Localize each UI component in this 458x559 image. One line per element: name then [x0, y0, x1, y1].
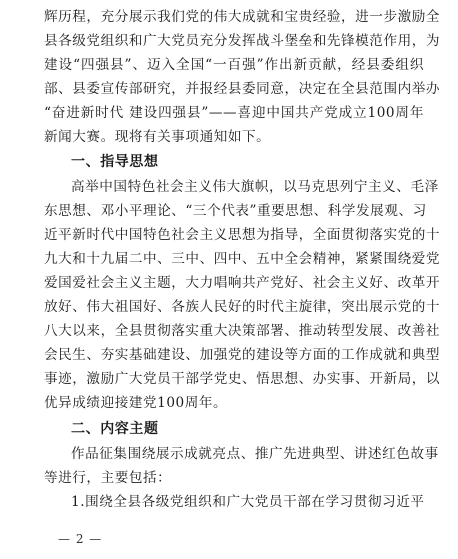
- section2-line-2: 等进行，主要包括：: [44, 470, 172, 486]
- section1-line-9: 事迹，激励广大党员干部学党史、悟思想、办实事、开新局，以: [44, 371, 441, 387]
- section-heading-content-themes: 二、内容主题: [71, 421, 159, 437]
- intro-line-4: 部、县委宣传部研究，并报经县委同意，决定在全县范围内举办: [44, 81, 441, 97]
- intro-line-1: 辉历程，充分展示我们党的伟大成就和宝贵经验，进一步激励全: [44, 9, 441, 25]
- intro-line-2: 县各级党组织和广大党员充分发挥战斗堡垒和先锋模范作用，为: [44, 33, 441, 49]
- section2-line-1: 作品征集围绕展示成就亮点、推广先进典型、讲述红色故事: [71, 446, 439, 462]
- section1-line-10: 优异成绩迎接建党100周年。: [44, 395, 228, 411]
- section1-line-7: 八大以来，全县贯彻落实重大决策部署、推动转型发展、改善社: [44, 323, 441, 339]
- section1-line-3: 近平新时代中国特色社会主义思想为指导，全面贯彻落实党的十: [44, 227, 441, 243]
- intro-line-5: “奋进新时代 建设四强县”——喜迎中国共产党成立100周年: [44, 105, 424, 121]
- section1-line-4: 九大和十九届二中、三中、四中、五中全会精神，紧紧围绕爱党: [44, 251, 441, 267]
- section2-line-3: 1.围绕全县各级党组织和广大党员干部在学习贯彻习近平: [71, 494, 425, 510]
- intro-line-3: 建设“四强县”、迈入全国“一百强”作出新贡献，经县委组织: [44, 57, 424, 73]
- section-heading-guiding-ideology: 一、指导思想: [71, 154, 159, 170]
- section1-line-6: 放好、伟大祖国好、各族人民好的时代主旋律，突出展示党的十: [44, 299, 441, 315]
- page-number: — 2 —: [58, 532, 103, 546]
- section1-line-5: 爱国爱社会主义主题，大力唱响共产党好、社会主义好、改革开: [44, 275, 441, 291]
- section1-line-2: 东思想、邓小平理论、“三个代表”重要思想、科学发展观、习: [44, 203, 427, 219]
- intro-line-6: 新闻大赛。现将有关事项通知如下。: [44, 129, 271, 145]
- section1-line-1: 高举中国特色社会主义伟大旗帜，以马克思列宁主义、毛泽: [71, 179, 439, 195]
- section1-line-8: 会民生、夯实基础建设、加强党的建设等方面的工作成就和典型: [44, 347, 441, 363]
